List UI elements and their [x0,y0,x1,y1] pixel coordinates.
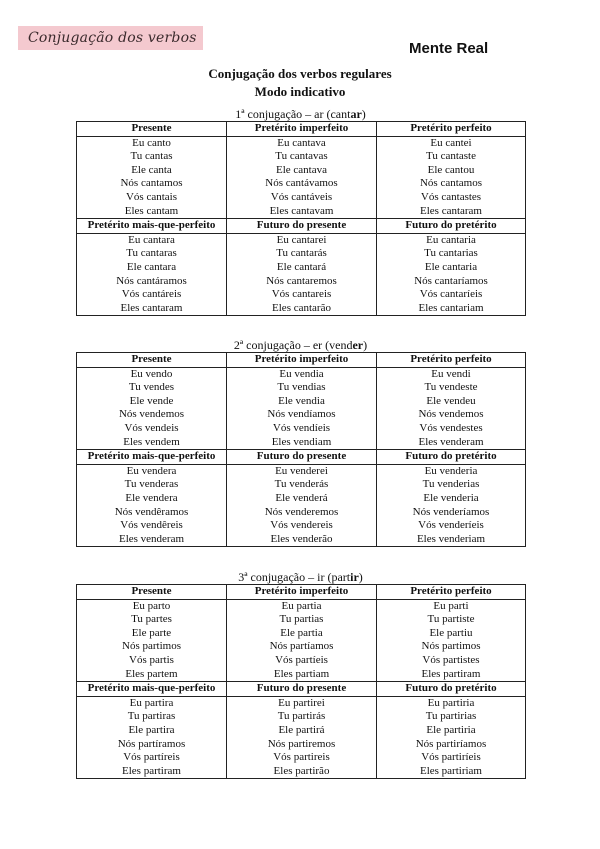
verb-form: Eu vendi [377,367,526,381]
verb-form: Ele vendera [77,492,227,506]
verb-form: Nós partimos [77,640,227,654]
tense-header: Pretérito perfeito [377,585,526,600]
table-row [77,233,526,247]
table-row [77,395,526,409]
verb-form: Tu partirias [377,710,526,724]
verb-form: Tu cantas [77,150,227,164]
tense-header-row [77,585,526,600]
verb-form: Nós cantamos [77,177,227,191]
verb-form: Eles cantaram [77,302,227,316]
verb-form: Nós vendemos [377,408,526,422]
verb-form: Eu partiria [377,696,526,710]
table-row [77,205,526,219]
tense-header: Pretérito imperfeito [227,353,377,368]
verb-form: Eu partira [77,696,227,710]
table-row [77,751,526,765]
table-row [77,696,526,710]
verb-form: Eu vendia [227,367,377,381]
verb-form: Tu cantaras [77,247,227,261]
verb-form: Ele vendia [227,395,377,409]
verb-form: Eles venderão [227,533,377,547]
verb-form: Nós vendíamos [227,408,377,422]
conjugation-section [76,107,525,316]
verb-form: Eu cantara [77,233,227,247]
table-row [77,164,526,178]
verb-form: Tu partiste [377,613,526,627]
table-row [77,613,526,627]
verb-form: Eles partiram [377,668,526,682]
verb-form: Ele partirá [227,724,377,738]
table-row [77,478,526,492]
table-row [77,136,526,150]
verb-form: Vós vendeis [77,422,227,436]
verb-form: Eles vendem [77,436,227,450]
verb-form: Vós cantáveis [227,191,377,205]
verb-form: Ele cantará [227,261,377,275]
table-row [77,668,526,682]
verb-form: Nós vendêramos [77,506,227,520]
table-row [77,654,526,668]
table-row [77,275,526,289]
table-row [77,492,526,506]
tense-header: Futuro do presente [227,450,377,465]
verb-form: Tu venderias [377,478,526,492]
table-row [77,506,526,520]
tense-header: Futuro do presente [227,219,377,234]
table-row [77,640,526,654]
table-row [77,519,526,533]
verb-form: Eu cantava [227,136,377,150]
verb-form: Tu partirás [227,710,377,724]
verb-form: Vós cantaríeis [377,288,526,302]
table-row [77,288,526,302]
tense-header: Presente [77,585,227,600]
verb-form: Eles cantaram [377,205,526,219]
verb-form: Ele canta [77,164,227,178]
verb-form: Ele venderá [227,492,377,506]
verb-form: Vós vendereis [227,519,377,533]
verb-form: Nós venderíamos [377,506,526,520]
verb-form: Vós vendêreis [77,519,227,533]
verb-form: Nós cantáramos [77,275,227,289]
verb-form: Eles cantavam [227,205,377,219]
tense-header-row [77,122,526,137]
verb-form: Eles vendiam [227,436,377,450]
verb-form: Eles venderiam [377,533,526,547]
verb-form: Nós cantaremos [227,275,377,289]
table-row [77,436,526,450]
verb-form: Eles cantariam [377,302,526,316]
verb-form: Eu venderia [377,464,526,478]
verb-form: Ele cantaria [377,261,526,275]
verb-form: Tu cantavas [227,150,377,164]
verb-form: Eles cantam [77,205,227,219]
verb-form: Vós partíeis [227,654,377,668]
verb-form: Vós partiríeis [377,751,526,765]
verb-form: Tu vendias [227,381,377,395]
verb-form: Eles venderam [77,533,227,547]
tense-header-row [77,219,526,234]
table-row [77,381,526,395]
tense-header: Pretérito perfeito [377,122,526,137]
verb-form: Eu vendera [77,464,227,478]
verb-form: Tu vendeste [377,381,526,395]
verb-form: Nós cantaríamos [377,275,526,289]
verb-form: Eles partiriam [377,765,526,779]
verb-form: Tu cantaste [377,150,526,164]
verb-form: Vós vendestes [377,422,526,436]
verb-form: Tu vendes [77,381,227,395]
verb-form: Eles venderam [377,436,526,450]
verb-form: Eles partiram [77,765,227,779]
verb-form: Eu venderei [227,464,377,478]
tense-header-row [77,353,526,368]
verb-form: Ele partia [227,627,377,641]
verb-form: Vós partíreis [77,751,227,765]
table-row [77,191,526,205]
document-title: Conjugação dos verbos regulares [208,66,392,81]
conjugation-table [76,584,526,779]
verb-form: Vós cantais [77,191,227,205]
tense-header: Pretérito mais-que-perfeito [77,219,227,234]
tense-header: Futuro do pretérito [377,219,526,234]
document-subtitle: Modo indicativo [254,84,346,99]
verb-form: Nós partíramos [77,738,227,752]
verb-form: Nós venderemos [227,506,377,520]
table-row [77,422,526,436]
tense-header: Futuro do pretérito [377,450,526,465]
table-row [77,464,526,478]
verb-form: Eu vendo [77,367,227,381]
table-row [77,408,526,422]
conjugation-section [76,338,525,547]
table-row [77,150,526,164]
verb-form: Ele partiria [377,724,526,738]
verb-form: Vós partistes [377,654,526,668]
tense-header: Futuro do presente [227,682,377,697]
verb-form: Ele cantou [377,164,526,178]
header-banner: Conjugação dos verbos [18,26,203,50]
tense-header: Presente [77,122,227,137]
verb-form: Nós partiríamos [377,738,526,752]
table-row [77,765,526,779]
table-row [77,724,526,738]
table-row [77,302,526,316]
tense-header: Pretérito imperfeito [227,585,377,600]
verb-form: Tu partes [77,613,227,627]
tense-header: Futuro do pretérito [377,682,526,697]
verb-form: Vós cantastes [377,191,526,205]
table-row [77,261,526,275]
verb-form: Vós partis [77,654,227,668]
verb-form: Eu partia [227,599,377,613]
verb-form: Vós partireis [227,751,377,765]
verb-form: Tu venderás [227,478,377,492]
table-row [77,533,526,547]
table-row [77,710,526,724]
verb-form: Eles partirão [227,765,377,779]
verb-form: Eu canto [77,136,227,150]
verb-form: Nós partimos [377,640,526,654]
verb-form: Eles partiam [227,668,377,682]
verb-form: Nós partíamos [227,640,377,654]
table-row [77,177,526,191]
verb-form: Vós venderíeis [377,519,526,533]
tense-header: Presente [77,353,227,368]
verb-form: Nós cantamos [377,177,526,191]
verb-form: Ele partira [77,724,227,738]
verb-form: Tu partiras [77,710,227,724]
verb-form: Tu partias [227,613,377,627]
verb-form: Nós cantávamos [227,177,377,191]
section-title: 3ª conjugação – ir (partir) [238,570,363,584]
verb-form: Ele partiu [377,627,526,641]
table-row [77,627,526,641]
verb-form: Eu cantarei [227,233,377,247]
verb-form: Eles partem [77,668,227,682]
verb-form: Ele venderia [377,492,526,506]
tense-header: Pretérito imperfeito [227,122,377,137]
verb-form: Vós vendíeis [227,422,377,436]
tense-header: Pretérito perfeito [377,353,526,368]
verb-form: Eu parto [77,599,227,613]
table-row [77,367,526,381]
verb-form: Ele cantava [227,164,377,178]
table-row [77,599,526,613]
verb-form: Vós cantareis [227,288,377,302]
tense-header: Pretérito mais-que-perfeito [77,450,227,465]
tense-header-row [77,682,526,697]
section-title: 1ª conjugação – ar (cantar) [235,107,366,121]
brand-name: Mente Real [409,40,489,57]
verb-form: Ele vendeu [377,395,526,409]
verb-form: Eu parti [377,599,526,613]
verb-form: Eu cantaria [377,233,526,247]
tense-header-row [77,450,526,465]
verb-form: Eu partirei [227,696,377,710]
verb-form: Ele vende [77,395,227,409]
tense-header: Pretérito mais-que-perfeito [77,682,227,697]
table-row [77,247,526,261]
table-row [77,738,526,752]
conjugation-table [76,352,526,547]
verb-form: Nós partiremos [227,738,377,752]
verb-form: Nós vendemos [77,408,227,422]
verb-form: Ele parte [77,627,227,641]
verb-form: Ele cantara [77,261,227,275]
verb-form: Tu venderas [77,478,227,492]
conjugation-table [76,121,526,316]
verb-form: Eu cantei [377,136,526,150]
verb-form: Tu cantarias [377,247,526,261]
conjugation-section [76,570,525,779]
verb-form: Tu cantarás [227,247,377,261]
verb-form: Eles cantarão [227,302,377,316]
section-title: 2ª conjugação – er (vender) [233,338,368,352]
verb-form: Vós cantáreis [77,288,227,302]
